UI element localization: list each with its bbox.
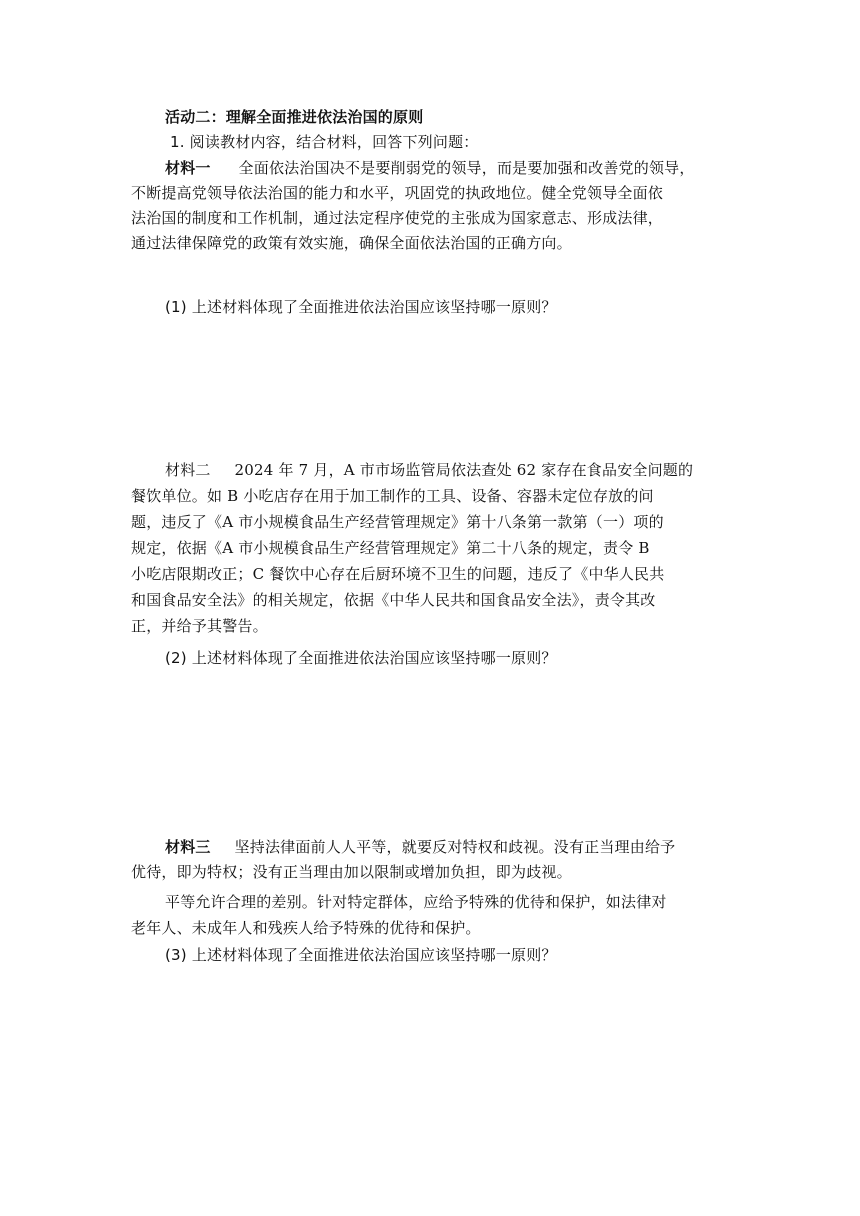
- question-2: (2) 上述材料体现了全面推进依法治国应该坚持哪一原则？: [165, 649, 557, 667]
- material1-text-line: 通过法律保障党的政策有效实施，确保全面依法治国的正确方向。: [131, 234, 572, 252]
- material3-first-line: [165, 836, 765, 858]
- material2-text-line: 餐饮单位。如 B 小吃店存在用于加工制作的工具、设备、容器未定位存放的问: [131, 487, 654, 505]
- instruction: 1. 阅读教材内容，结合材料，回答下列问题：: [170, 133, 479, 151]
- material2-text-line: 题，违反了《A 市小规模食品生产经营管理规定》第十八条第一款第（一）项的: [131, 513, 664, 531]
- material3-text-line: 优待，即为特权；没有正当理由加以限制或增加负担，即为歧视。: [131, 863, 572, 881]
- material1-text-line: 法治国的制度和工作机制，通过法定程序使党的主张成为国家意志、形成法律，: [131, 209, 664, 227]
- material1-first-line: [165, 157, 765, 179]
- answer-space-1[interactable]: [131, 320, 731, 450]
- material1-label: 材料一: [165, 159, 211, 177]
- material2-text-line: 规定，依据《A 市小规模食品生产经营管理规定》第二十八条的规定，责令 B: [131, 539, 650, 557]
- answer-space-2[interactable]: [131, 672, 731, 822]
- material1-text-line: 不断提高党领导依法治国的能力和水平，巩固党的执政地位。健全党领导全面依: [131, 184, 664, 202]
- material2-text-line: 正，并给予其警告。: [131, 617, 268, 635]
- material3-text-line: 坚持法律面前人人平等，就要反对特权和歧视。没有正当理由给予: [234, 838, 676, 856]
- material2-text-line: 2024 年 7 月，A 市市场监管局依法查处 62 家存在食品安全问题的: [234, 461, 694, 479]
- material1-text-line: 全面依法治国决不是要削弱党的领导，而是要加强和改善党的领导，: [238, 159, 695, 177]
- question-3: (3) 上述材料体现了全面推进依法治国应该坚持哪一原则？: [165, 946, 557, 964]
- material3-label: 材料三: [165, 838, 211, 856]
- material3-text-line: 老年人、未成年人和残疾人给予特殊的优待和保护。: [131, 919, 481, 937]
- material2-first-line: [165, 459, 765, 481]
- material3-text-line: 平等允许合理的差别。针对特定群体，应给予特殊的优待和保护，如法律对: [165, 893, 667, 911]
- material2-label: 材料二: [165, 461, 211, 479]
- activity-title: 活动二：理解全面推进依法治国的原则: [165, 108, 424, 126]
- material2-text-line: 和国食品安全法》的相关规定，依据《中华人民共和国食品安全法》，责令其改: [131, 591, 656, 609]
- answer-space-3[interactable]: [131, 970, 731, 1170]
- material2-text-line: 小吃店限期改正；C 餐饮中心存在后厨环境不卫生的问题，违反了《中华人民共: [131, 565, 665, 583]
- question-1: (1) 上述材料体现了全面推进依法治国应该坚持哪一原则？: [165, 298, 557, 316]
